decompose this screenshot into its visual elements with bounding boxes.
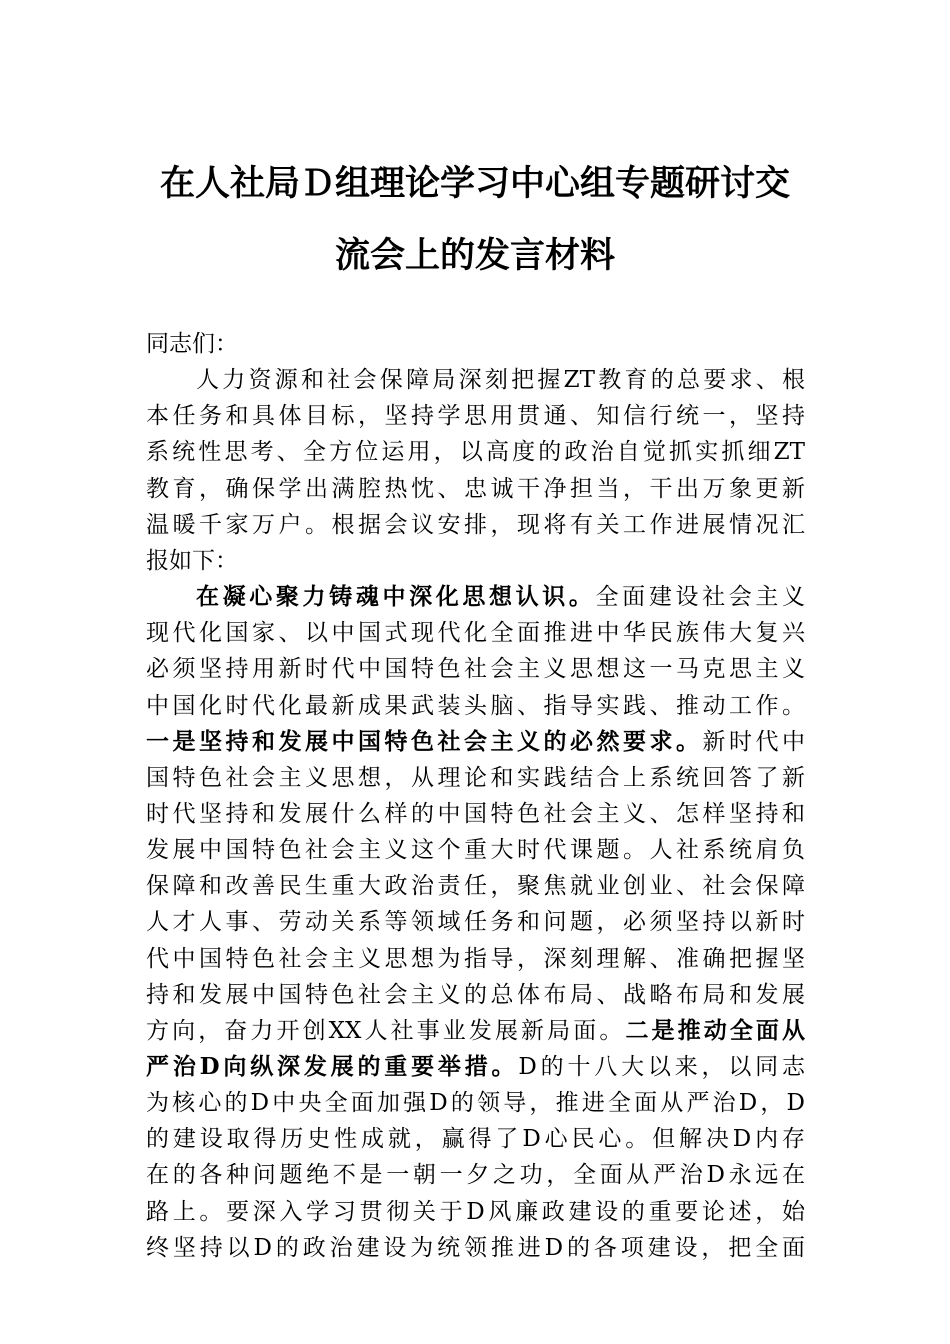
paragraph-2-line	[146, 833, 805, 867]
body-text: 现代化国家、以中国式现代化全面推进中华民族伟大复兴	[146, 620, 805, 647]
paragraph-2-line	[146, 978, 805, 1012]
paragraph-1-line: 系统性思考、全方位运用，以高度的政治自觉抓实抓细ZT	[146, 439, 805, 466]
paragraph-2-line	[146, 797, 805, 831]
bold-heading-text: 一是坚持和发展中国特色社会主义的必然要求。	[146, 727, 703, 755]
paragraph-2-line	[146, 1014, 805, 1048]
body-text: D的十八大以来，以同志	[518, 1054, 805, 1080]
document-title-line-1: 在人社局Ｄ组理论学习中心组专题研讨交	[159, 163, 790, 204]
paragraph-1-line: 报如下：	[146, 547, 238, 574]
paragraph-1-line: 本任务和具体目标，坚持学思用贯通、知信行统一，坚持	[146, 403, 805, 430]
paragraph-2-line	[146, 725, 805, 759]
body-text: 国特色社会主义思想，从理论和实践结合上系统回答了新	[146, 764, 805, 791]
body-text: 保障和改善民生重大政治责任，聚焦就业创业、社会保障	[146, 873, 805, 900]
paragraph-2-line	[146, 1086, 805, 1120]
body-text: 持和发展中国特色社会主义的总体布局、战略布局和发展	[146, 981, 805, 1008]
body-text: 为核心的D中央全面加强D的领导，推进全面从严治D，D	[146, 1090, 805, 1117]
body-text: 路上。要深入学习贯彻关于D风廉政建设的重要论述，始	[146, 1198, 805, 1225]
paragraph-2-line	[146, 616, 805, 650]
body-text: 发展中国特色社会主义这个重大时代课题。人社系统肩负	[146, 837, 805, 864]
document-title-line-2: 流会上的发言材料	[334, 235, 615, 276]
body-text: 代中国特色社会主义思想为指导，深刻理解、准确把握坚	[146, 945, 805, 972]
paragraph-2-line	[146, 689, 805, 723]
paragraph-2-line	[146, 905, 805, 939]
body-text: 方向，奋力开创XX人社事业发展新局面。	[146, 1017, 626, 1044]
bold-heading-text: 在凝心聚力铸魂中深化思想认识。	[196, 583, 596, 610]
body-text: 人才人事、劳动关系等领域任务和问题，必须坚持以新时	[146, 909, 805, 936]
paragraph-2-line	[196, 580, 805, 614]
paragraph-2-line	[146, 761, 805, 795]
body-text: 必须坚持用新时代中国特色社会主义思想这一马克思主义	[146, 656, 805, 683]
body-text: 全面建设社会主义	[595, 584, 806, 610]
paragraph-2-line	[146, 1050, 805, 1084]
paragraph-2-line	[146, 869, 805, 903]
paragraph-2-line	[146, 652, 805, 686]
paragraph-2-line	[146, 1158, 805, 1192]
body-text: 终坚持以D的政治建设为统领推进D的各项建设，把全面	[146, 1234, 805, 1261]
body-text: 新时代中	[702, 728, 805, 755]
bold-heading-text: 严治D向纵深发展的重要举措。	[146, 1053, 519, 1080]
paragraph-2-line	[146, 1231, 805, 1265]
body-text: 在的各种问题绝不是一朝一夕之功，全面从严治D永远在	[146, 1162, 805, 1189]
body-text: 时代坚持和发展什么样的中国特色社会主义、怎样坚持和	[146, 801, 805, 827]
paragraph-1-line: 教育，确保学出满腔热忱、忠诚干净担当，干出万象更新	[146, 475, 805, 502]
paragraph-1-line: 人力资源和社会保障局深刻把握ZT教育的总要求、根	[196, 367, 805, 394]
paragraph-1-line: 温暖千家万户。根据会议安排，现将有关工作进展情况汇	[146, 511, 805, 538]
paragraph-2-line	[146, 942, 805, 976]
paragraph-2-line	[146, 1195, 805, 1229]
body-text: 中国化时代化最新成果武装头脑、指导实践、推动工作。	[146, 692, 805, 719]
bold-heading-text: 二是推动全面从	[625, 1016, 805, 1044]
body-text: 的建设取得历史性成就，赢得了D心民心。但解决D内存	[146, 1126, 805, 1153]
paragraph-2-line	[146, 1122, 805, 1156]
salutation: 同志们：	[146, 331, 238, 357]
